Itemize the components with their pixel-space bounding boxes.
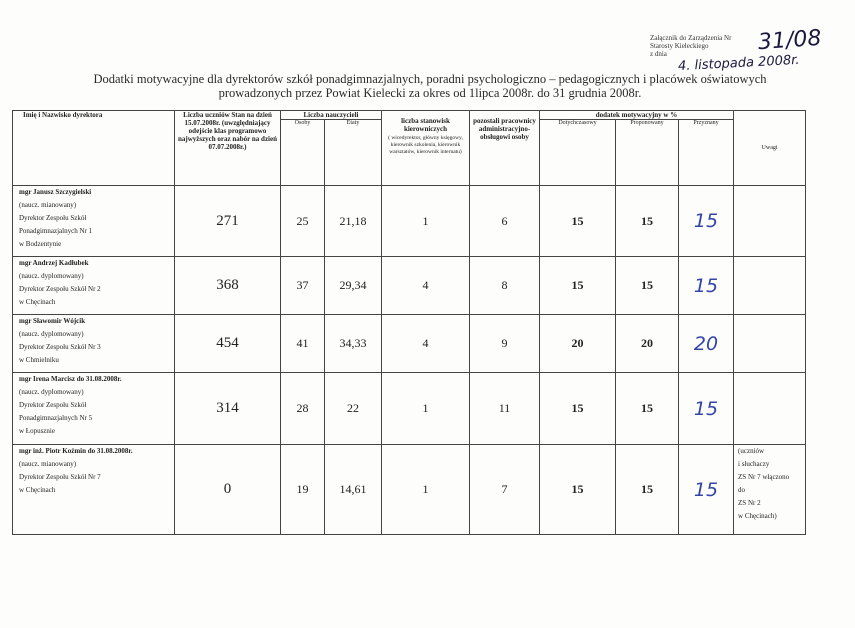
col-header-managers-label: liczba stanowisk kierowniczych [401, 117, 450, 133]
director-name: mgr Sławomir Wójcik [19, 317, 86, 325]
cell-students: 271 [175, 186, 281, 257]
director-detail: Dyrektor Zespołu Szkół Nr 2 [19, 285, 101, 293]
director-detail: Dyrektor Zespołu Szkół [19, 214, 87, 222]
remark-line: ZS Nr 2 [738, 499, 761, 507]
cell-previous: 15 [540, 186, 616, 257]
cell-remarks [734, 257, 806, 315]
cell-fte: 22 [325, 373, 382, 445]
cell-director [13, 186, 175, 257]
director-detail: Dyrektor Zespołu Szkół [19, 401, 87, 409]
col-header-admin [470, 111, 540, 186]
director-detail: w Chęcinach [19, 486, 56, 494]
director-detail: Dyrektor Zespołu Szkół Nr 7 [19, 473, 101, 481]
table-row [13, 445, 806, 535]
remark-line: i słuchaczy [738, 460, 770, 468]
cell-managers: 1 [382, 373, 470, 445]
table-row [13, 257, 806, 315]
director-name: mgr Irena Marcisz do 31.08.2008r. [19, 375, 122, 383]
director-detail: (naucz. dyplomowany) [19, 388, 84, 396]
cell-proposed: 20 [616, 315, 679, 373]
director-detail: Ponadgimnazjalnych Nr 5 [19, 414, 93, 422]
cell-previous: 15 [540, 445, 616, 535]
cell-managers: 4 [382, 257, 470, 315]
cell-granted: 15 [679, 257, 734, 315]
director-detail: (naucz. mianowany) [19, 460, 77, 468]
cell-persons: 25 [281, 186, 325, 257]
director-detail: w Chęcinach [19, 298, 56, 306]
cell-students: 368 [175, 257, 281, 315]
cell-previous: 20 [540, 315, 616, 373]
cell-students: 0 [175, 445, 281, 535]
col-header-granted: Przyznany [679, 120, 734, 186]
cell-persons: 28 [281, 373, 325, 445]
cell-students: 314 [175, 373, 281, 445]
director-detail: Dyrektor Zespołu Szkół Nr 3 [19, 343, 101, 351]
cell-remarks [734, 186, 806, 257]
cell-fte: 21,18 [325, 186, 382, 257]
table-row [13, 373, 806, 445]
cell-admin: 8 [470, 257, 540, 315]
director-detail: w Bodzentynie [19, 240, 62, 248]
col-header-managers [382, 111, 470, 186]
col-header-remarks: Uwagi [734, 111, 806, 186]
remark-line: (uczniów [738, 447, 765, 455]
cell-admin: 11 [470, 373, 540, 445]
director-name: mgr inż. Piotr Koźmin do 31.08.2008r. [19, 447, 133, 455]
cell-fte: 34,33 [325, 315, 382, 373]
col-header-proposed: Proponowany [616, 120, 679, 186]
col-header-persons: Osoby [281, 120, 325, 186]
cell-remarks [734, 445, 806, 535]
cell-admin: 6 [470, 186, 540, 257]
cell-proposed: 15 [616, 257, 679, 315]
col-header-teachers: Liczba nauczycieli [281, 111, 382, 120]
director-name: mgr Janusz Szczygielski [19, 188, 92, 196]
cell-director [13, 257, 175, 315]
director-detail: Ponadgimnazjalnych Nr 1 [19, 227, 93, 235]
cell-remarks [734, 373, 806, 445]
col-header-bonus: dodatek motywacyjny w % [540, 111, 734, 120]
table-row [13, 315, 806, 373]
col-header-admin-label: pozostali pracownicy administracyjno-obsługowi osoby [473, 117, 536, 141]
director-detail: (naucz. dyplomowany) [19, 330, 84, 338]
col-header-name: Imię i Nazwisko dyrektora [13, 111, 175, 186]
col-header-fte: Etaty [325, 120, 382, 186]
cell-fte: 29,34 [325, 257, 382, 315]
table-row [13, 186, 806, 257]
cell-proposed: 15 [616, 186, 679, 257]
remark-line: ZS Nr 7 włączono [738, 473, 790, 481]
annex-note-line1: Załącznik do Zarządzenia Nr [650, 34, 732, 42]
remark-line: do [738, 486, 746, 494]
bonus-table [12, 110, 806, 535]
col-header-managers-note: ( wicedyrektor, główny księgowy, kierownik szkolenia, kierownik warsztatów, kierownik internatu) [388, 135, 463, 155]
cell-previous: 15 [540, 373, 616, 445]
cell-director [13, 373, 175, 445]
cell-granted: 20 [679, 315, 734, 373]
cell-admin: 9 [470, 315, 540, 373]
cell-director [13, 315, 175, 373]
cell-proposed: 15 [616, 445, 679, 535]
cell-proposed: 15 [616, 373, 679, 445]
director-detail: (naucz. dyplomowany) [19, 272, 84, 280]
cell-granted: 15 [679, 186, 734, 257]
remark-line: w Chęcinach) [738, 512, 777, 520]
cell-managers: 1 [382, 186, 470, 257]
cell-director [13, 445, 175, 535]
col-header-students: Liczba uczniów Stan na dzień 15.07.2008r. (uwzględniający odejście klas programowo najwyższych oraz nabór na dzień 07.07.2008r.) [175, 111, 281, 186]
director-detail: w Chmielniku [19, 356, 59, 364]
cell-managers: 4 [382, 315, 470, 373]
cell-granted: 15 [679, 373, 734, 445]
title-line2: prowadzonych przez Powiat Kielecki za okres od 1lipca 2008r. do 31 grudnia 2008r. [218, 86, 642, 100]
order-number-handwritten: 31/08 [757, 25, 823, 56]
director-name: mgr Andrzej Kadłubek [19, 259, 89, 267]
cell-granted: 15 [679, 445, 734, 535]
cell-students: 454 [175, 315, 281, 373]
cell-managers: 1 [382, 445, 470, 535]
title-line1: Dodatki motywacyjne dla dyrektorów szkół ponadgimnazjalnych, poradni psychologiczno – pedagogicznych i placówek oświatowych [93, 72, 767, 86]
cell-previous: 15 [540, 257, 616, 315]
order-date-handwritten: 4. listopada 2008r. [677, 52, 800, 75]
annex-note-line2: Starosty Kieleckiego [650, 42, 709, 50]
col-header-previous: Dotychczasowy [540, 120, 616, 186]
annex-note-line3: z dnia [650, 50, 667, 58]
annex-note [650, 34, 731, 58]
cell-persons: 41 [281, 315, 325, 373]
cell-admin: 7 [470, 445, 540, 535]
document-title [70, 72, 790, 100]
director-detail: (naucz. mianowany) [19, 201, 77, 209]
cell-fte: 14,61 [325, 445, 382, 535]
cell-persons: 37 [281, 257, 325, 315]
cell-remarks [734, 315, 806, 373]
director-detail: w Łopusznie [19, 427, 55, 435]
cell-persons: 19 [281, 445, 325, 535]
